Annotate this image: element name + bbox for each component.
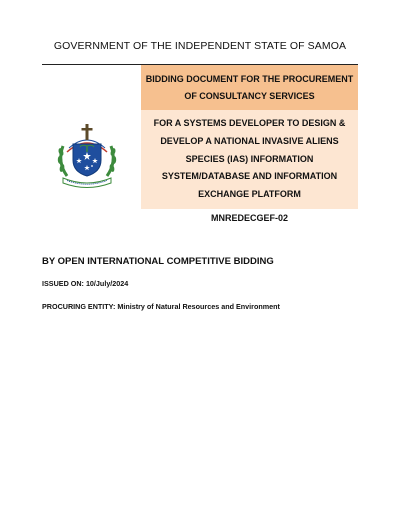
document-type-box bbox=[141, 65, 358, 110]
procuring-entity bbox=[42, 302, 280, 311]
document-type-line-2: OF CONSULTANCY SERVICES bbox=[184, 90, 315, 101]
government-title: GOVERNMENT OF THE INDEPENDENT STATE OF SAMOA bbox=[53, 40, 347, 52]
issued-on-date: 10/July/2024 bbox=[85, 279, 129, 288]
description-line-4: SYSTEM/DATABASE AND INFORMATION bbox=[161, 171, 338, 182]
description-line-3: SPECIES (IAS) INFORMATION bbox=[185, 153, 314, 164]
issued-on-label: ISSUED ON: bbox=[42, 279, 84, 288]
description-line-2: DEVELOP A NATIONAL INVASIVE ALIENS bbox=[160, 135, 339, 146]
description-line-1: FOR A SYSTEMS DEVELOPER TO DESIGN & bbox=[153, 118, 346, 128]
procuring-entity-name: Ministry of Natural Resources and Environment bbox=[117, 302, 280, 311]
description-line-5: EXCHANGE PLATFORM bbox=[198, 189, 301, 200]
issued-on bbox=[42, 279, 128, 288]
samoa-coat-of-arms-icon bbox=[53, 122, 121, 190]
bidding-method: BY OPEN INTERNATIONAL COMPETITIVE BIDDING bbox=[42, 256, 274, 267]
document-type-line-1: BIDDING DOCUMENT FOR THE PROCUREMENT bbox=[145, 73, 354, 84]
procuring-entity-label: PROCURING ENTITY: bbox=[42, 302, 116, 311]
reference-number: MNREDECGEF-02 bbox=[210, 213, 288, 223]
assignment-description-box bbox=[141, 110, 358, 209]
